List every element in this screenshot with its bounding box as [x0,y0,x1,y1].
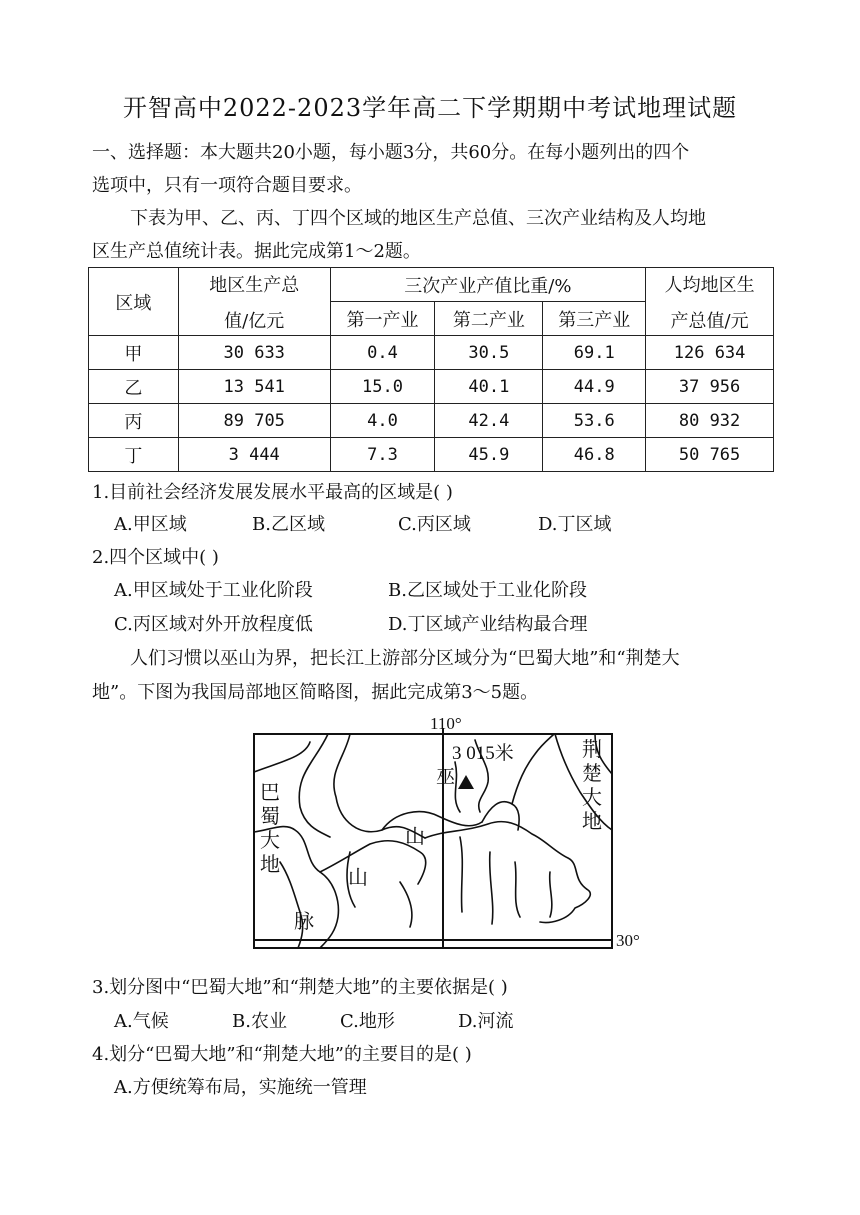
cell-per-capita: 50 765 [646,438,774,472]
regional-sketch-map [250,712,660,957]
q3-option-b: B.农业 [232,1011,287,1032]
table-row [89,336,774,370]
map-jingchu-char-4: 地 [582,809,602,833]
q2-option-c: C.丙区域对外开放程度低 [114,614,313,635]
map-bashu-char-3: 大 [260,828,280,852]
q3-option-c: C.地形 [340,1011,395,1032]
q1-option-b: B.乙区域 [252,514,325,535]
q2-stem: 2.四个区域中( ) [92,547,219,568]
q4-stem: 4.划分“巴蜀大地”和“荆楚大地”的主要目的是( ) [92,1044,472,1065]
map-bashu-char-1: 巴 [260,780,280,804]
cell-tertiary: 53.6 [543,404,646,438]
statistics-table [88,267,774,472]
cell-secondary: 40.1 [435,370,543,404]
map-mai-char: 脉 [294,909,314,933]
map-wu-char: 巫 [436,766,456,788]
cell-gdp: 13 541 [178,370,330,404]
cell-tertiary: 46.8 [543,438,646,472]
intro2-line1: 人们习惯以巫山为界，把长江上游部分区域分为“巴蜀大地”和“荆楚大 [130,648,680,669]
map-peak-elevation: 3 015米 [452,743,514,764]
header-region: 区域 [89,268,179,336]
page-title: 开智高中2022-2023学年高二下学期期中考试地理试题 [122,94,738,122]
header-percap-line1: 人均地区生 [664,274,755,296]
cell-region: 丁 [89,438,179,472]
map-shan2-char: 山 [348,865,368,889]
q1-stem: 1.目前社会经济发展发展水平最高的区域是( ) [92,482,453,503]
table-row [89,404,774,438]
map-latitude-label: 30° [616,931,640,950]
cell-gdp: 89 705 [178,404,330,438]
map-longitude-label: 110° [430,714,462,733]
header-secondary: 第二产业 [435,302,543,336]
cell-primary: 7.3 [330,438,435,472]
cell-region: 丙 [89,404,179,438]
cell-region: 乙 [89,370,179,404]
header-gdp-line2: 值/亿元 [224,310,285,332]
cell-secondary: 42.4 [435,404,543,438]
section-heading-line1: 一、选择题：本大题共20小题，每小题3分，共60分。在每小题列出的四个 [92,142,690,163]
header-primary: 第一产业 [330,302,435,336]
table-row [89,370,774,404]
q3-stem: 3.划分图中“巴蜀大地”和“荆楚大地”的主要依据是( ) [92,977,508,998]
map-jingchu-char-2: 楚 [582,761,602,785]
cell-tertiary: 44.9 [543,370,646,404]
header-tertiary: 第三产业 [543,302,646,336]
peak-triangle-icon [458,775,474,789]
q2-option-a: A.甲区域处于工业化阶段 [114,580,313,601]
cell-region: 甲 [89,336,179,370]
cell-tertiary: 69.1 [543,336,646,370]
cell-per-capita: 126 634 [646,336,774,370]
cell-primary: 4.0 [330,404,435,438]
map-bashu-char-4: 地 [260,852,280,876]
cell-per-capita: 37 956 [646,370,774,404]
header-per-capita [646,268,774,336]
cell-per-capita: 80 932 [646,404,774,438]
cell-secondary: 30.5 [435,336,543,370]
q2-option-d: D.丁区域产业结构最合理 [388,614,588,635]
cell-gdp: 30 633 [178,336,330,370]
q4-option-a: A.方便统筹布局，实施统一管理 [114,1077,367,1098]
section-heading-line2: 选项中，只有一项符合题目要求。 [92,175,362,196]
q3-option-d: D.河流 [458,1011,514,1032]
intro1-line1: 下表为甲、乙、丙、丁四个区域的地区生产总值、三次产业结构及人均地 [130,208,706,229]
q1-option-d: D.丁区域 [538,514,612,535]
header-gdp [178,268,330,336]
header-structure: 三次产业产值比重/% [330,268,646,302]
map-bashu-char-2: 蜀 [260,804,280,828]
cell-primary: 0.4 [330,336,435,370]
q3-option-a: A.气候 [114,1011,169,1032]
cell-gdp: 3 444 [178,438,330,472]
map-jingchu-char-1: 荆 [582,737,602,761]
table-row [89,438,774,472]
map-jingchu-char-3: 大 [582,785,602,809]
header-gdp-line1: 地区生产总 [209,274,300,296]
cell-secondary: 45.9 [435,438,543,472]
map-shan-char: 山 [405,824,425,848]
cell-primary: 15.0 [330,370,435,404]
intro1-line2: 区生产总值统计表。据此完成第1～2题。 [92,241,421,262]
header-percap-line2: 产总值/元 [670,310,749,332]
q1-option-a: A.甲区域 [114,514,187,535]
intro2-line2: 地”。下图为我国局部地区简略图，据此完成第3～5题。 [92,682,539,703]
q2-option-b: B.乙区域处于工业化阶段 [388,580,587,601]
q1-option-c: C.丙区域 [398,514,471,535]
